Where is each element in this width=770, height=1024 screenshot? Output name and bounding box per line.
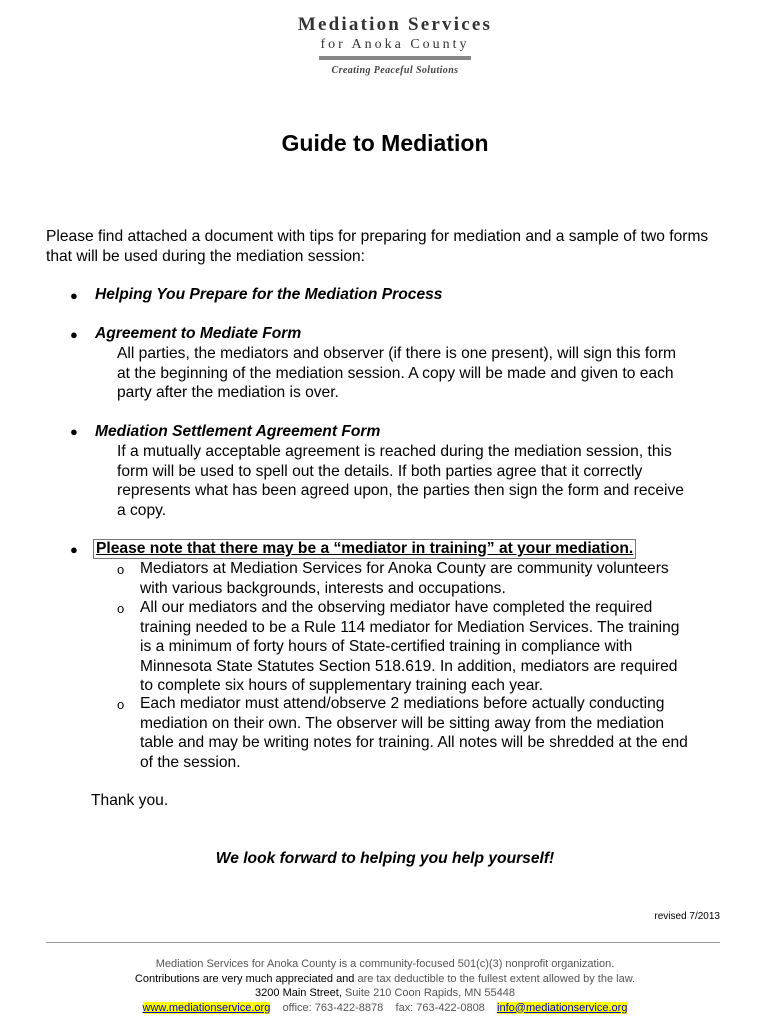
- tagline: Creating Peaceful Solutions: [331, 65, 459, 76]
- org-name: Mediation Services: [297, 14, 493, 35]
- fax-number: fax: 763-422-0808: [395, 1001, 485, 1014]
- email-link[interactable]: info@mediationservice.org: [497, 1001, 628, 1014]
- circle-bullet-icon: o: [117, 601, 125, 616]
- bullet-heading: Agreement to Mediate Form: [95, 325, 302, 342]
- body-line: mediation on their own. The observer will be sitting away from the mediation: [140, 714, 665, 732]
- bullet-icon: ●: [70, 327, 78, 342]
- body-line: form will be used to spell out the details. If both parties agree that it correctly: [117, 462, 643, 480]
- circle-bullet-icon: o: [117, 697, 125, 712]
- body-line: All our mediators and the observing mediator have completed the required: [140, 599, 653, 616]
- bullet-heading: Helping You Prepare for the Mediation Process: [95, 286, 443, 303]
- note-item: [140, 559, 730, 598]
- address-rest: Suite 210 Coon Rapids, MN 55448: [341, 987, 515, 999]
- bullet-icon: ●: [70, 288, 78, 303]
- revision-date: revised 7/2013: [654, 911, 720, 922]
- body-line: table and may be writing notes for training. All notes will be shredded at the end: [140, 734, 688, 751]
- intro-paragraph: Please find attached a document with tips for preparing for mediation and a sample of two forms that will be used during the mediation session:: [46, 228, 709, 265]
- circle-bullet-icon: o: [117, 562, 125, 577]
- footer-contributions-line: [0, 972, 770, 987]
- body-line: party after the mediation is over.: [117, 384, 339, 401]
- body-line: to complete six hours of supplementary training each year.: [140, 677, 544, 694]
- footer-address-line: [0, 986, 770, 1001]
- closing-line: We look forward to helping you help yourself!: [215, 850, 555, 867]
- footer-contributions-b: are tax deductible to the fullest extent allowed by the law.: [354, 972, 636, 985]
- letterhead-rule: [319, 56, 471, 60]
- body-line: Minnesota State Statutes Section 518.619. In addition, mediators are required: [140, 657, 678, 675]
- footer-divider: [46, 942, 720, 943]
- office-phone: office: 763-422-8878: [282, 1001, 384, 1014]
- website-link[interactable]: www.mediationservice.org: [142, 1001, 271, 1014]
- body-line: Mediators at Mediation Services for Anoka County are community volunteers: [140, 560, 669, 577]
- body-line: All parties, the mediators and observer (if there is one present), will sign this form: [117, 345, 677, 362]
- training-note-heading: Please note that there may be a “mediator in training” at your mediation.: [93, 539, 636, 559]
- footer-nonprofit-line: Mediation Services for Anoka County is a community-focused 501(c)(3) nonprofit organization.: [155, 958, 615, 970]
- body-line: If a mutually acceptable agreement is reached during the mediation session, this: [117, 443, 672, 460]
- page-title: Guide to Mediation: [281, 130, 489, 156]
- bullet-body: [117, 442, 729, 520]
- body-line: a copy.: [117, 501, 167, 519]
- bullet-body: [117, 344, 729, 403]
- body-line: training needed to be a Rule 114 mediator for Mediation Services. The training: [140, 618, 680, 636]
- body-line: represents what has been agreed upon, the parties then sign the form and receive: [117, 482, 684, 499]
- body-line: with various backgrounds, interests and occupations.: [140, 579, 506, 597]
- bullet-heading: Mediation Settlement Agreement Form: [95, 423, 381, 440]
- footer: [0, 957, 770, 1015]
- letterhead: [0, 14, 770, 76]
- note-item: [140, 598, 730, 696]
- county-line: for Anoka County: [320, 37, 470, 52]
- thanks-text: Thank you.: [91, 792, 169, 809]
- bullet-icon: ●: [70, 542, 78, 557]
- body-line: Each mediator must attend/observe 2 mediations before actually conducting: [140, 695, 665, 712]
- bullet-icon: ●: [70, 424, 78, 439]
- footer-contact-line: [0, 1001, 770, 1016]
- note-item: [140, 694, 730, 772]
- body-line: is a minimum of forty hours of State-certified training in compliance with: [140, 638, 633, 655]
- address-street: 3200 Main Street,: [255, 987, 342, 999]
- body-line: of the session.: [140, 753, 241, 771]
- footer-contributions-a: Contributions are very much appreciated and: [134, 972, 355, 985]
- body-line: at the beginning of the mediation session. A copy will be made and given to each: [117, 364, 674, 382]
